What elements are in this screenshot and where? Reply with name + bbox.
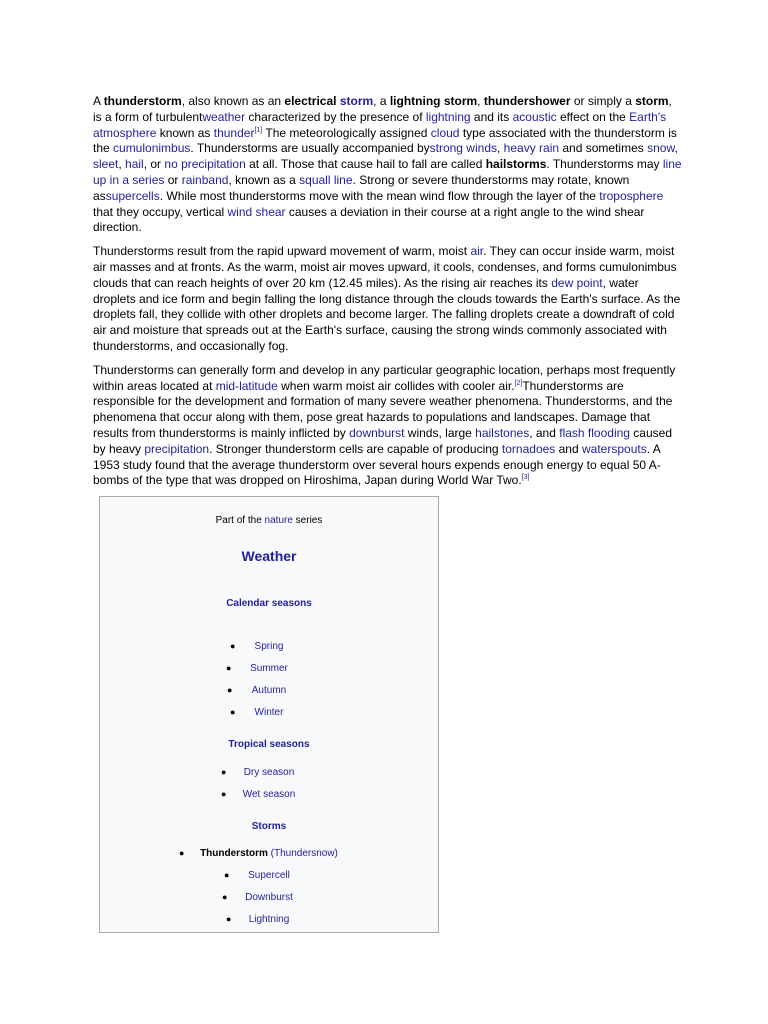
bullet-icon: ● [221, 767, 227, 777]
link-lightning[interactable]: lightning [425, 109, 471, 124]
text: , [118, 157, 126, 172]
link-air[interactable]: air [470, 244, 484, 259]
link-wind-shear[interactable]: wind shear [227, 204, 286, 219]
bullet-icon: ● [221, 789, 227, 799]
link-nature[interactable]: nature [264, 515, 293, 526]
term-thunderstorm: thunderstorm [103, 94, 182, 108]
link-strong-winds[interactable]: strong winds [429, 141, 497, 156]
text: characterized by the presence of [245, 109, 426, 124]
navbox-title-weather[interactable]: Weather [241, 548, 297, 564]
link-snow[interactable]: snow [647, 141, 675, 156]
text: winds, large [404, 425, 476, 440]
text: , [477, 94, 484, 108]
weather-navbox [99, 496, 439, 933]
current-page-label: Thunderstorm [200, 848, 268, 859]
text: Thunderstorms can generally form and develop in any particular geographic location, perhaps most frequently within areas located at [93, 362, 676, 393]
navbox-series-caption [100, 515, 438, 526]
link-storm[interactable]: storm [339, 94, 374, 108]
text: that they occupy, vertical [93, 204, 228, 219]
link-thundersnow[interactable]: (Thundersnow) [270, 848, 338, 859]
text: caused by heavy [93, 425, 672, 456]
text: , also known as an [181, 94, 285, 108]
text: , a [373, 94, 390, 108]
text: , [674, 141, 678, 156]
text: . A 1953 study found that the average thunderstorm over several hours expends enough energy to equal 50 A-bombs of the type that was dropped on Hiroshima, Japan during World War Two. [93, 441, 661, 488]
bullet-icon: ● [222, 892, 228, 902]
text: Part of the [215, 515, 265, 526]
text: The meteorologically assigned [262, 125, 431, 140]
navbox-item-winter[interactable]: Winter [254, 707, 284, 718]
bullet-icon: ● [230, 641, 236, 651]
text: A [93, 94, 104, 108]
text: , [497, 141, 504, 156]
text: , is a form of turbulent [93, 94, 672, 124]
text: at all. Those that cause hail to fall are called [245, 157, 486, 172]
bullet-icon: ● [230, 707, 236, 717]
citation-3[interactable]: [3] [521, 474, 530, 482]
navbox-item-summer[interactable]: Summer [250, 663, 288, 674]
text: Thunderstorms are responsible for the development and formation of many severe weather phenomena. Thunderstorms, and the phenomena that occur along with them, pose great hazards to populations and landscapes. Damage that results from thunderstorms is mainly inflicted by [93, 378, 673, 440]
text: , known as a [228, 172, 300, 187]
link-acoustic[interactable]: acoustic [512, 109, 557, 124]
text: and its [470, 109, 513, 124]
text: . Stronger thunderstorm cells are capable of producing [209, 441, 502, 456]
link-waterspouts[interactable]: waterspouts [582, 441, 647, 456]
paragraph-formation [93, 244, 683, 355]
citation-2[interactable]: [2] [514, 379, 523, 387]
section-storms[interactable]: Storms [251, 821, 287, 832]
bullet-icon: ● [226, 914, 232, 924]
text: and [555, 441, 582, 456]
text: , and [529, 425, 560, 440]
text: series [292, 515, 323, 526]
term-thundershower: thundershower [483, 94, 571, 108]
section-calendar-seasons[interactable]: Calendar seasons [226, 598, 312, 609]
text: type associated with the thunderstorm is the [93, 125, 677, 156]
term-hailstorms: hailstorms [485, 157, 547, 172]
bullet-icon: ● [227, 685, 233, 695]
link-downburst[interactable]: downburst [349, 425, 405, 440]
link-dew-point[interactable]: dew point [551, 275, 603, 290]
text: or [164, 172, 182, 187]
navbox-item-downburst[interactable]: Downburst [245, 892, 293, 903]
link-thunder[interactable]: thunder [213, 125, 255, 140]
navbox-item-supercell[interactable]: Supercell [248, 870, 290, 881]
link-hailstones[interactable]: hailstones [475, 425, 530, 440]
text: effect on the [556, 109, 630, 124]
navbox-item-spring[interactable]: Spring [254, 641, 284, 652]
link-precipitation[interactable]: precipitation [144, 441, 210, 456]
term-storm: storm [635, 94, 669, 108]
navbox-item-wet-season[interactable]: Wet season [242, 789, 296, 800]
link-mid-latitude[interactable]: mid-latitude [215, 378, 278, 393]
term-electrical: electrical [284, 94, 337, 108]
text: . Thunderstorms may [546, 157, 663, 172]
navbox-item-autumn[interactable]: Autumn [251, 685, 287, 696]
navbox-item-dry-season[interactable]: Dry season [243, 767, 295, 778]
text: . Thunderstorms are usually accompanied by [190, 141, 430, 156]
link-weather[interactable]: weather [202, 109, 246, 124]
text: or simply a [570, 94, 636, 108]
text: , water droplets and ice form and begin falling the long distance through the clouds towards the Earth's surface. As the droplets fall, they collide with other droplets and become larger. The falling droplets create a downdraft of cold air and moisture that spreads out at the Earth's surface, causing the strong winds commonly associated with thunderstorms, and occasionally fog. [93, 275, 681, 353]
citation-1[interactable]: [1] [254, 126, 263, 134]
section-tropical-seasons[interactable]: Tropical seasons [228, 739, 310, 750]
bullet-icon: ● [179, 848, 185, 858]
link-tornadoes[interactable]: tornadoes [501, 441, 556, 456]
article-body [93, 94, 683, 497]
link-heavy-rain[interactable]: heavy rain [503, 141, 560, 156]
navbox-item-thunderstorm [100, 848, 438, 859]
link-supercells[interactable]: supercells [105, 188, 160, 203]
link-cumulonimbus[interactable]: cumulonimbus [113, 141, 191, 156]
link-sleet[interactable]: sleet [93, 157, 119, 172]
link-hail[interactable]: hail [125, 157, 144, 172]
text: Thunderstorms result from the rapid upward movement of warm, moist [93, 244, 471, 259]
link-no-precipitation[interactable]: no precipitation [164, 157, 246, 172]
text: and sometimes [559, 141, 648, 156]
text: known as [156, 125, 214, 140]
bullet-icon: ● [226, 663, 232, 673]
link-line-up-in-a-series[interactable]: line up in a series [93, 157, 682, 187]
text: when warm moist air collides with cooler air. [277, 378, 515, 393]
link-flash-flooding[interactable]: flash flooding [559, 425, 630, 440]
text: causes a deviation in their course at a right angle to the wind shear direction. [93, 204, 645, 235]
text: . Strong or severe thunderstorms may rotate, known as [93, 172, 630, 203]
bullet-icon: ● [224, 870, 230, 880]
text: . They can occur inside warm, moist air masses and at fronts. As the warm, moist air moves upward, it cools, condenses, and forms cumulonimbus clouds that can reach heights of over 20 km (12.45 miles). As the rising air reaches its [93, 244, 677, 290]
link-earths-atmosphere[interactable]: Earth's atmosphere [93, 109, 667, 140]
text: . While most thunderstorms move with the mean wind flow through the layer of the [159, 188, 600, 203]
paragraph-intro [93, 94, 683, 236]
link-squall-line[interactable]: squall line [299, 172, 353, 187]
term-lightning-storm: lightning storm [389, 94, 478, 108]
text: , or [143, 157, 165, 172]
navbox-item-lightning[interactable]: Lightning [248, 914, 290, 925]
link-troposphere[interactable]: troposphere [599, 188, 664, 203]
paragraph-location [93, 363, 683, 489]
link-cloud[interactable]: cloud [430, 125, 460, 140]
link-rainband[interactable]: rainband [181, 172, 229, 187]
